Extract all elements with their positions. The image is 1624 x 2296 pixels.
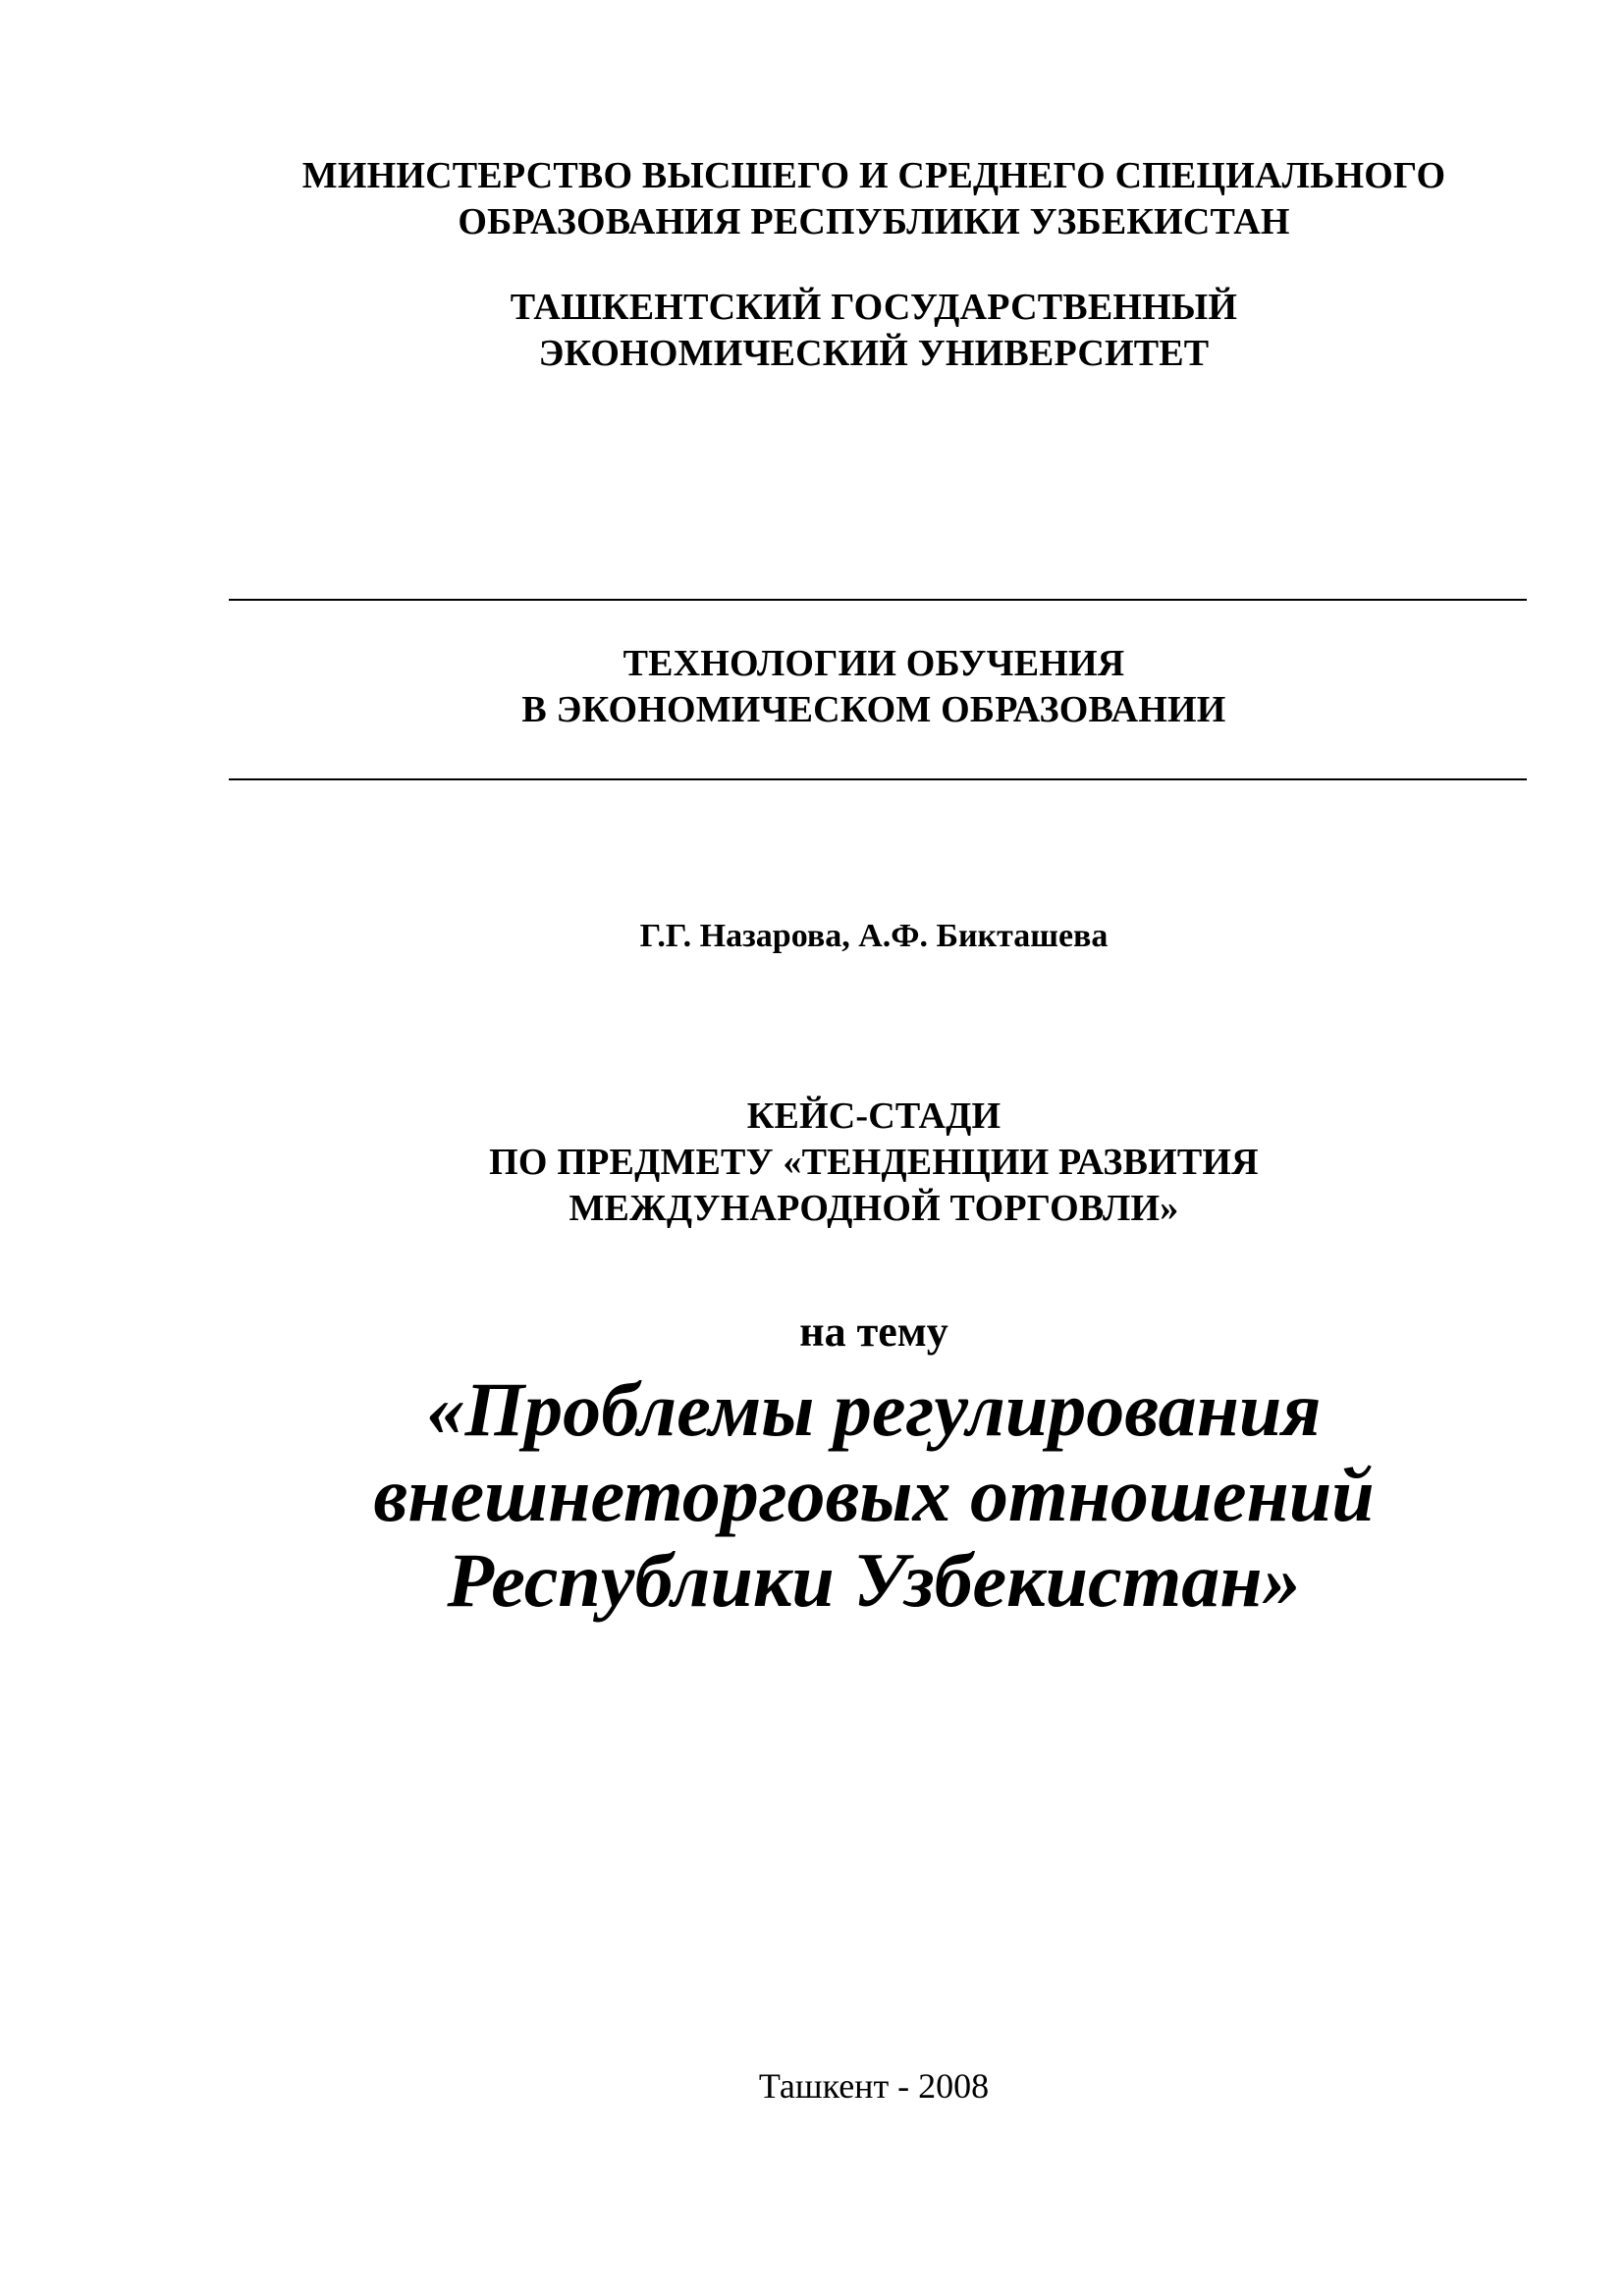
university-heading (285, 285, 1463, 377)
theme-intro: на тему (799, 1308, 948, 1356)
university-line-1: ТАШКЕНТСКИЙ ГОСУДАРСТВЕННЫЙ (510, 287, 1238, 328)
ministry-heading (285, 153, 1463, 245)
theme-title (236, 1366, 1512, 1623)
place-year: Ташкент - 2008 (758, 2066, 990, 2106)
case-line-2: ПО ПРЕДМЕТУ «ТЕНДЕНЦИИ РАЗВИТИЯ (489, 1142, 1259, 1183)
authors: Г.Г. Назарова, А.Ф. Бикташева (639, 918, 1109, 954)
bottom-divider (229, 778, 1527, 780)
theme-title-line-2: внешнеторговых отношений (373, 1452, 1375, 1537)
theme-title-line-1: «Проблемы регулирования (426, 1366, 1322, 1452)
course-line-2: В ЭКОНОМИЧЕСКОМ ОБРАЗОВАНИИ (521, 689, 1226, 730)
case-line-3: МЕЖДУНАРОДНОЙ ТОРГОВЛИ» (568, 1188, 1179, 1229)
case-line-1: КЕЙС-СТАДИ (746, 1095, 1001, 1137)
top-divider (229, 599, 1527, 601)
course-line-1: ТЕХНОЛОГИИ ОБУЧЕНИЯ (623, 643, 1125, 684)
case-study-heading (285, 1094, 1463, 1232)
ministry-line-1: МИНИСТЕРСТВО ВЫСШЕГО И СРЕДНЕГО СПЕЦИАЛЬНОГО (301, 155, 1446, 196)
course-title (285, 641, 1463, 733)
university-line-2: ЭКОНОМИЧЕСКИЙ УНИВЕРСИТЕТ (538, 333, 1210, 374)
theme-title-line-3: Республики Узбекистан» (447, 1537, 1301, 1623)
ministry-line-2: ОБРАЗОВАНИЯ РЕСПУБЛИКИ УЗБЕКИСТАН (458, 201, 1290, 242)
